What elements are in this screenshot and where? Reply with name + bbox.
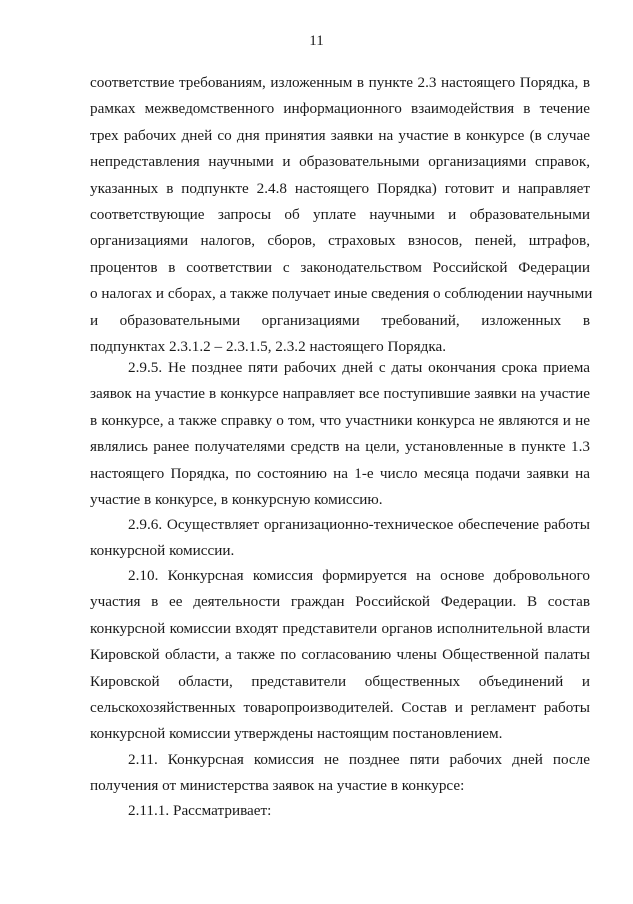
text-line: 2.11.1. Рассматривает: [128,802,272,819]
paragraph-2-10 [90,563,590,748]
text-line: и образовательными организациями требований, изложенных в [90,311,590,329]
text-line: 2.11. Конкурсная комиссия не позднее пяти рабочих дней после [128,751,590,768]
text-line: получения от министерства заявок на участие в конкурсе: [90,777,465,795]
text-line: соответствие требованиям, изложенным в пункте 2.3 настоящего Порядка, в [90,74,590,91]
text-line: указанных в подпункте 2.4.8 настоящего Порядка) готовит и направляет [90,179,590,197]
text-line: сельскохозяйственных товаропроизводителей. Состав и регламент работы [90,698,590,716]
text-line: 2.9.6. Осуществляет организационно-техническое обеспечение работы [128,516,590,533]
text-line: о налогах и сборах, а также получает иные сведения о соблюдении научными [90,285,593,303]
text-line: заявок на участие в конкурсе направляет все поступившие заявки на участие [90,385,590,403]
paragraph-continuation [90,70,593,360]
text-line: конкурсной комиссии. [90,542,235,560]
text-line: соответствующие запросы об уплате научными и образовательными [90,205,590,223]
page-number: 11 [309,33,324,49]
text-line: являлись ранее получателями средств на цели, установленные в пункте 1.3 [90,438,590,456]
paragraph-2-9-5 [90,355,590,513]
paragraph-2-11-1 [90,798,590,824]
text-line: настоящего Порядка, по состоянию на 1-е число месяца подачи заявки на [90,464,590,482]
text-line: трех рабочих дней со дня принятия заявки на участие в конкурсе (в случае [90,126,590,144]
text-line: непредставления научными и образовательными организациями справок, [90,153,590,171]
paragraph-2-11 [90,747,590,800]
text-line: процентов в соответствии с законодательством Российской Федерации [90,258,590,276]
text-line: конкурсной комиссии входят представители органов исполнительной власти [90,619,590,637]
paragraph-2-9-6 [90,512,590,565]
text-line: Кировской области, представители общественных объединений и [90,672,590,690]
text-line: участие в конкурсе, в конкурсную комиссию. [90,490,383,508]
text-line: рамках межведомственного информационного взаимодействия в течение [90,100,590,118]
text-line: Кировской области, а также по согласованию члены Общественной палаты [90,646,590,664]
text-line: подпунктах 2.3.1.2 – 2.3.1.5, 2.3.2 настоящего Порядка. [90,337,447,355]
text-line: 2.9.5. Не позднее пяти рабочих дней с даты окончания срока приема [128,359,590,376]
text-line: участия в ее деятельности граждан Российской Федерации. В состав [90,593,590,611]
text-line: 2.10. Конкурсная комиссия формируется на основе добровольного [128,567,590,584]
text-line: конкурсной комиссии утверждены настоящим постановлением. [90,725,503,743]
text-line: в конкурсе, а также справку о том, что участники конкурса не являются и не [90,411,590,429]
text-line: организациями налогов, сборов, страховых взносов, пеней, штрафов, [90,232,590,250]
